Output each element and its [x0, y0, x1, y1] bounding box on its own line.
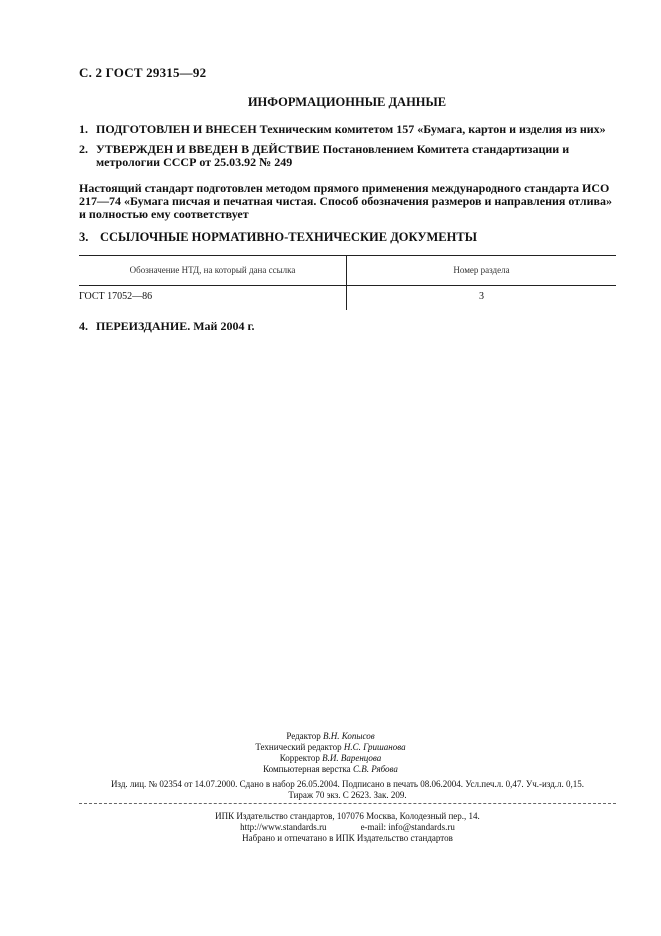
item-number: 1. — [79, 122, 88, 136]
page-title: ИНФОРМАЦИОННЫЕ ДАННЫЕ — [247, 95, 447, 109]
publication-line: Тираж 70 экз. С 2623. Зак. 209. — [288, 790, 407, 800]
item-text: ПЕРЕИЗДАНИЕ. Май 2004 г. — [96, 319, 255, 333]
publisher-website: http://www.standards.ru — [240, 822, 327, 832]
publication-line: Изд. лиц. № 02354 от 14.07.2000. Сдано в набор 26.05.2004. Подписано в печать 08.06.2004. Усл.печ.л. 0,47. Уч.-изд.л. 0,15. — [110, 779, 585, 789]
publisher-email: e-mail: info@standards.ru — [360, 822, 455, 832]
publisher-contacts — [79, 822, 616, 833]
info-item-reissue — [79, 320, 616, 333]
credit-role: Корректор — [279, 753, 320, 763]
publisher-info — [79, 811, 616, 844]
page-header: С. 2 ГОСТ 29315—92 — [79, 65, 207, 80]
info-item-prepared — [79, 123, 616, 136]
section-number: 3. — [79, 230, 89, 244]
table-cell-designation: ГОСТ 17052—86 — [79, 286, 347, 310]
publisher-address: ИПК Издательство стандартов, 107076 Москва, Колодезный пер., 14. — [215, 811, 480, 821]
item-text: УТВЕРЖДЕН И ВВЕДЕН В ДЕЙСТВИЕ Постановлением Комитета стандартизации и метрологии СССР от 25.03.92 № 249 — [96, 142, 570, 169]
divider — [79, 803, 616, 804]
publication-details — [79, 779, 616, 801]
credit-role: Компьютерная верстка — [263, 764, 351, 774]
editorial-credits — [0, 731, 661, 775]
table-cell-section: 3 — [479, 291, 484, 302]
item-text: ПОДГОТОВЛЕН И ВНЕСЕН Техническим комитетом 157 «Бумага, картон и изделия из них» — [96, 122, 606, 136]
credit-line — [0, 731, 661, 742]
item-number: 2. — [79, 142, 88, 156]
table-row — [79, 286, 616, 310]
credit-name: С.В. Рябова — [352, 764, 398, 774]
credit-role: Редактор — [286, 731, 321, 741]
table-header-row — [79, 256, 616, 286]
publisher-printing: Набрано и отпечатано в ИПК Издательство стандартов — [242, 833, 453, 843]
item-number: 4. — [79, 319, 88, 333]
credit-role: Технический редактор — [255, 742, 342, 752]
credit-name: В.И. Варенцова — [322, 753, 382, 763]
credit-line — [0, 753, 661, 764]
info-item-approved — [79, 143, 616, 169]
references-table — [79, 255, 616, 310]
credit-line — [0, 742, 661, 753]
credit-name: Н.С. Гришанова — [343, 742, 406, 752]
table-header-section: Номер раздела — [453, 265, 510, 275]
table-header-designation: Обозначение НТД, на который дана ссылка — [79, 256, 347, 285]
credit-name: В.Н. Копысов — [323, 731, 375, 741]
standard-note: Настоящий стандарт подготовлен методом прямого применения международного стандарта ИСО 217—74 «Бумага писчая и печатная чистая. Способ обозначения размеров и направления отлива» и полностью ему соответствует — [79, 181, 612, 221]
section-title: ССЫЛОЧНЫЕ НОРМАТИВНО-ТЕХНИЧЕСКИЕ ДОКУМЕНТЫ — [100, 230, 477, 244]
section-references-title — [79, 230, 477, 245]
credit-line — [0, 764, 661, 775]
